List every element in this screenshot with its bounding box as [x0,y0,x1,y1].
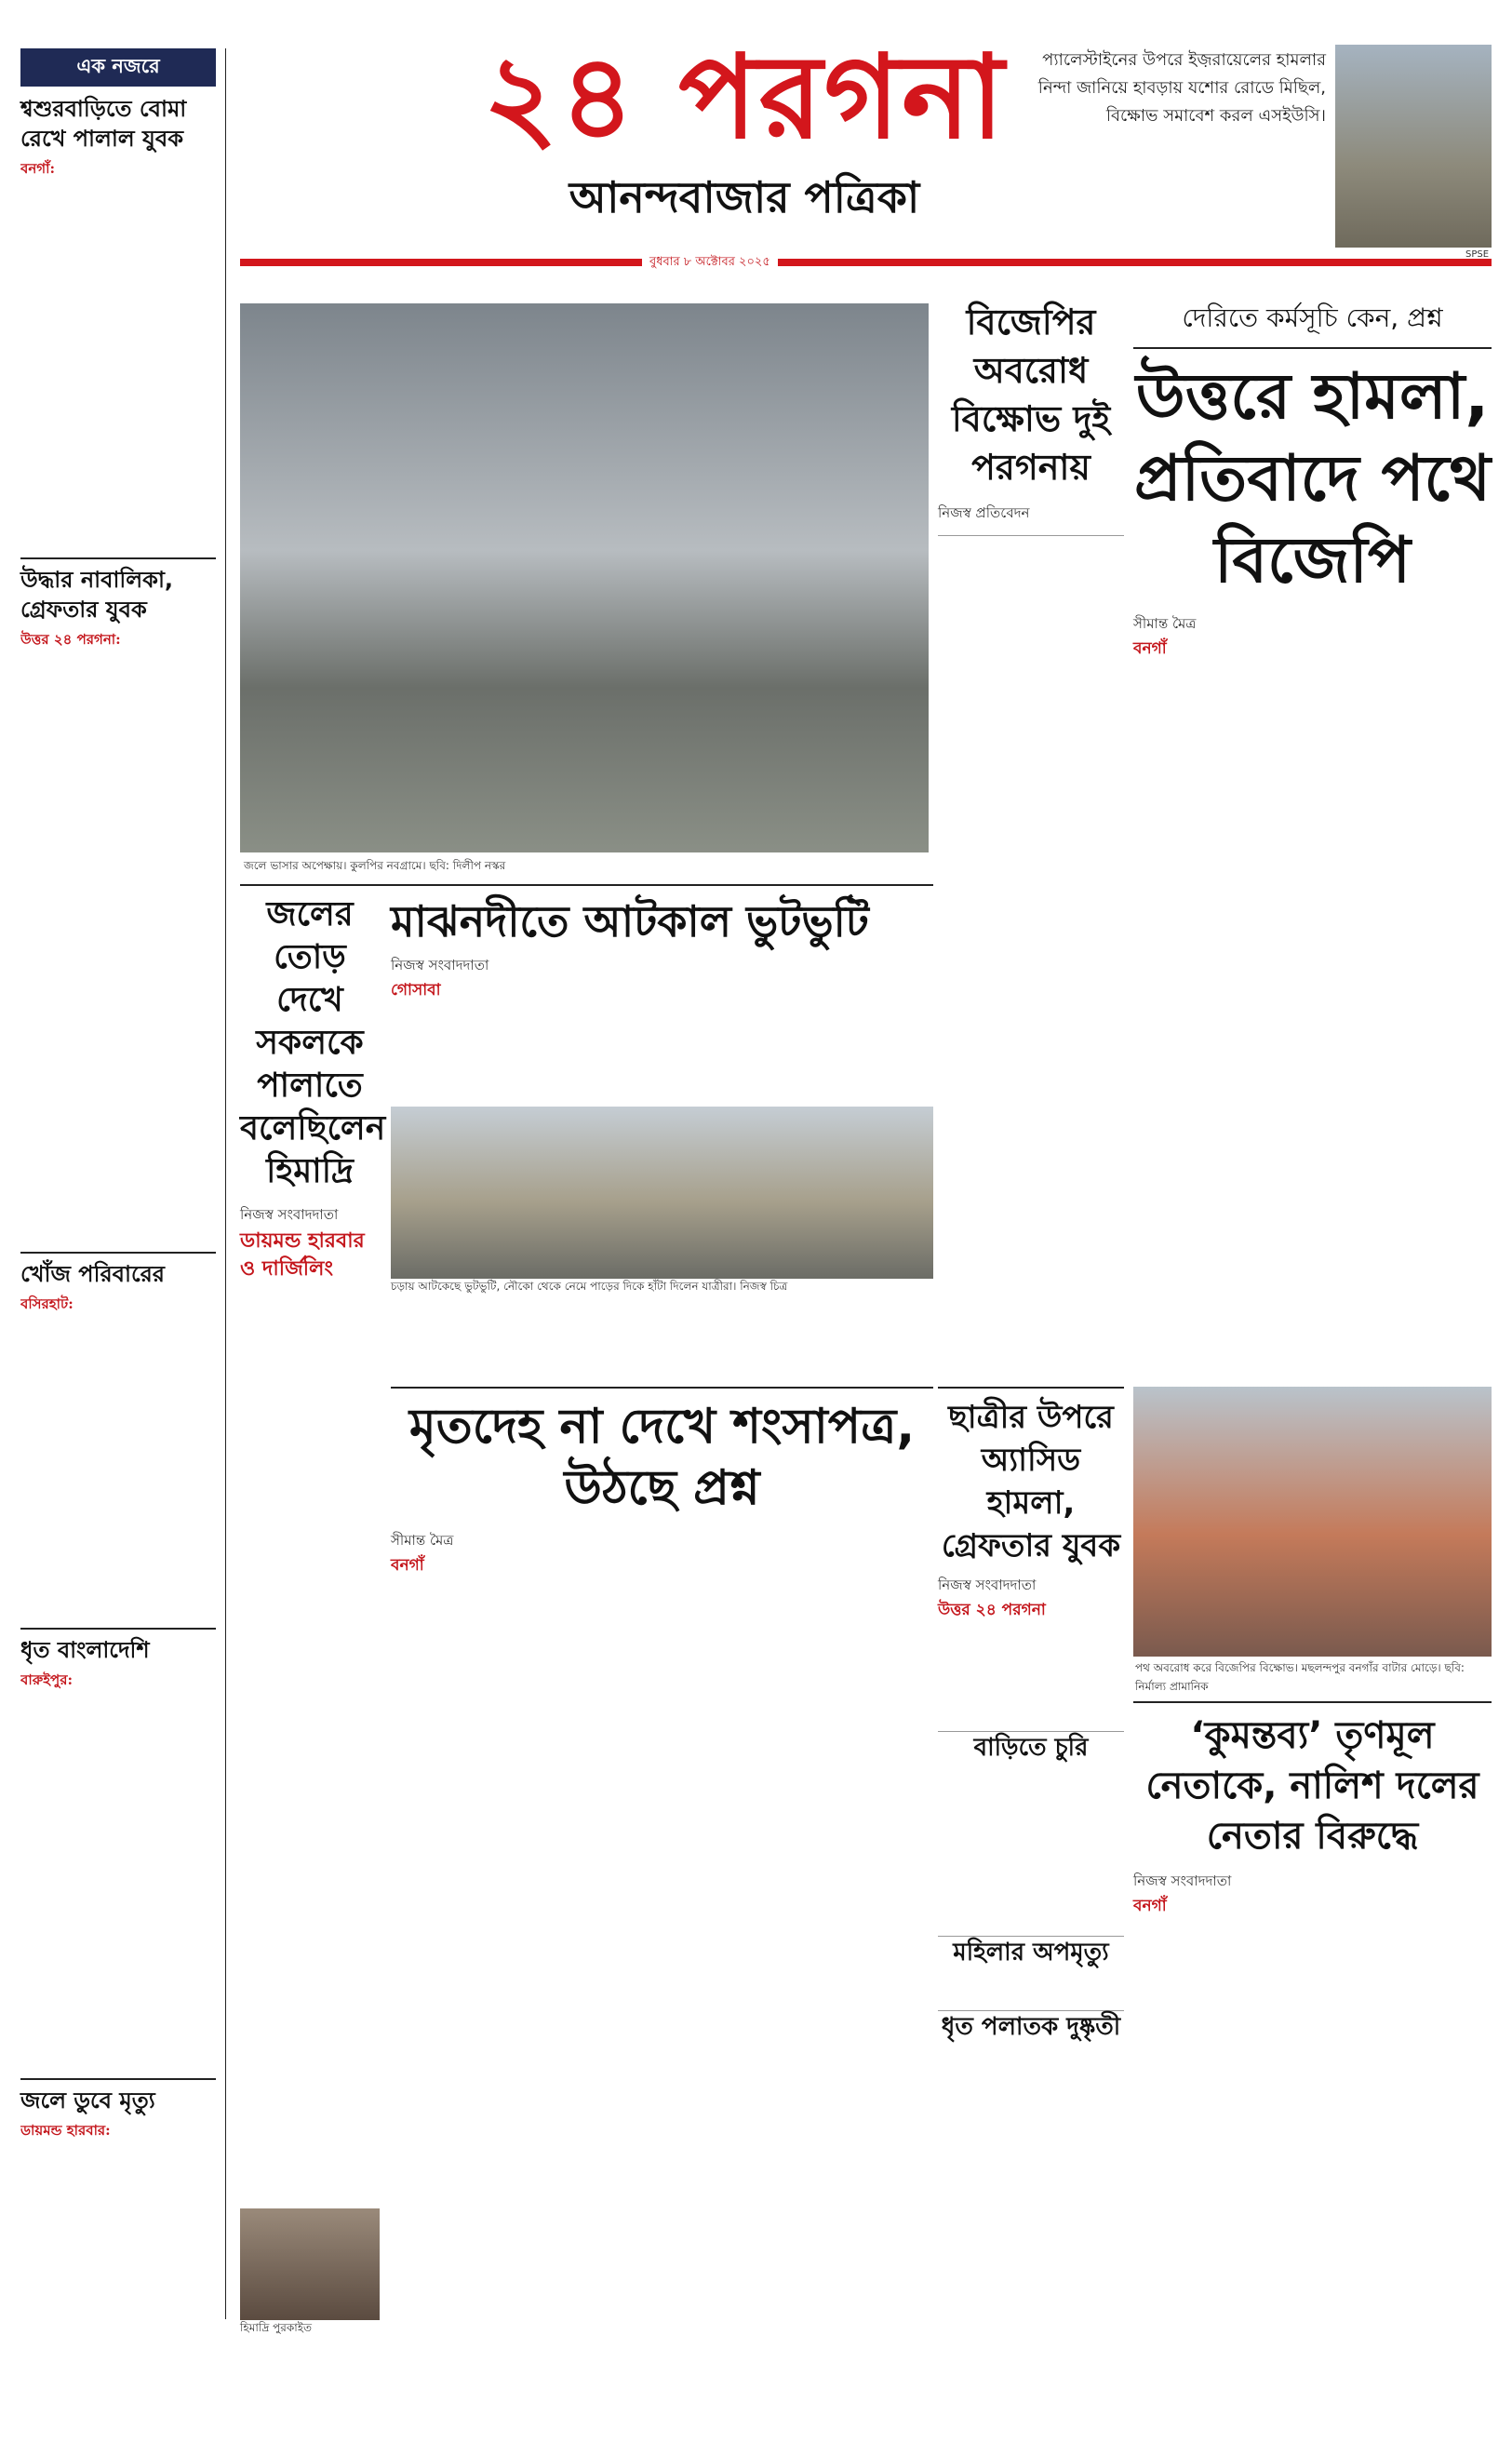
section-rule [391,1387,933,1389]
divider [20,557,216,559]
divider [20,2078,216,2080]
story-body [938,535,1124,1336]
item-headline: খোঁজ পরিবারের [20,1261,166,1287]
item-place: ডায়মন্ড হারবার: [20,2122,111,2139]
story-headline: বাড়িতে চুরি [938,1731,1124,1764]
story-byline: সীমান্ত মৈত্র [391,1532,454,1549]
story-headline: ছাত্রীর উপরে অ্যাসিড হামলা, গ্রেফতার যুবক [941,1399,1121,1564]
story-acid [938,1396,1124,1750]
main-photo-caption: জলে ভাসার অপেক্ষায়। কুলপির নবগ্রামে। ছবি: দিলীপ নস্কর [244,859,506,872]
story-place: বনগাঁ [1133,639,1167,658]
rally-photo-caption: পথ অবরোধ করে বিজেপির বিক্ষোভ। মছলন্দপুর বনগাঁর বাটার মোড়ে। ছবি: নির্মাল্য প্রামানিক [1135,1661,1465,1693]
masthead-title: ২৪ পরগনা [483,31,1006,165]
story-thief [938,2010,1124,2043]
list-item [20,159,216,550]
story-body [938,1630,1124,1797]
item-place: উত্তর ২৪ পরগনা: [20,631,121,648]
story-headline: বিজেপির অবরোধ বিক্ষোভ দুই পরগনায় [951,302,1111,488]
story-byline: নিজস্ব সংবাদদাতা [938,1577,1037,1593]
story-place: গোসাবা [391,981,441,1000]
story-headline: জলের তোড় দেখে সকলকে পালাতে বলেছিলেন হিমাদ্রি [240,895,386,1190]
divider [20,1252,216,1254]
story-place: ডায়মন্ড হারবার ও দার্জিলিং [240,1229,365,1281]
story-kicker: দেরিতে কর্মসূচি কেন, প্রশ্ন [1133,298,1492,349]
list-item [20,1295,216,1620]
story-headline: মহিলার অপমৃত্যু [938,1936,1124,1968]
story-body [240,1291,380,2203]
story-byline: নিজস্ব সংবাদদাতা [391,957,489,973]
item-place: বনগাঁ: [20,160,56,177]
story-north-attack [1133,298,1492,1377]
column-rule [225,48,226,2319]
story-theft [938,1731,1124,1764]
list-item [20,630,216,1244]
left-column-header: এক নজরে [20,48,216,87]
section-rule [240,884,933,886]
story-byline: সীমান্ত মৈত্র [1133,615,1197,632]
item-headline: জলে ডুবে মৃত্যু [20,2087,155,2114]
story-place: বনগাঁ [1133,1897,1167,1915]
list-item [20,2121,216,2456]
divider [20,1628,216,1630]
himadri-photo-caption: হিমাদ্রি পুরকাইত [240,2321,312,2334]
masthead-subtitle: আনন্দবাজার পত্রিকা [569,172,920,222]
story-place: উত্তর ২৪ পরগনা [938,1601,1046,1619]
matla-photo-caption: চড়ায় আটকেছে ভুটভুটি, নৌকো থেকে নেমে পাড়ের দিকে হাঁটা দিলেন যাত্রীরা। নিজস্ব চিত্র [391,1280,788,1293]
teaser-photo [1335,45,1492,248]
left-column [20,48,216,2319]
story-byline: নিজস্ব সংবাদদাতা [1133,1872,1232,1889]
section-rule [938,1387,1124,1389]
story-body [1133,1927,1492,2300]
story-headline: ধৃত পলাতক দুষ্কৃতী [938,2010,1124,2043]
story-body [1133,670,1492,1266]
story-himadri [240,893,386,2334]
item-headline: শ্বশুরবাড়িতে বোমা রেখে পালাল যুবক [20,96,187,152]
story-bjp-obstruct [938,298,1124,1377]
story-headline: মৃতদেহ না দেখে শংসাপত্র, উঠছে প্রশ্ন [408,1399,916,1516]
rally-photo [1133,1387,1492,1657]
item-place: বারুইপুর: [20,1671,73,1688]
item-headline: উদ্ধার নাবালিকা, গ্রেফতার যুবক [20,567,174,623]
date-bar [240,259,1492,266]
story-matla [391,893,933,1377]
story-headline: মাঝনদীতে আটকাল ভুটভুটি [391,896,869,946]
story-tmc [1133,1711,1492,2315]
story-byline: নিজস্ব সংবাদদাতা [240,1206,339,1223]
date-label: বুধবার ৮ অক্টোবর ২০২৫ [642,253,778,273]
story-death-cert [391,1396,933,2317]
teaser-photo-credit: SPSE [1465,249,1490,260]
list-item [20,1671,216,2071]
item-headline: ধৃত বাংলাদেশি [20,1637,150,1663]
himadri-photo [240,2208,380,2320]
top-teaser [1028,47,1326,247]
story-headline: উত্তরে হামলা, প্রতিবাদে পথে বিজেপি [1133,360,1492,597]
teaser-text: প্যালেস্টাইনের উপরে ইজ়রায়েলের হামলার নিন্দা জানিয়ে হাবড়ায় যশোর রোডে মিছিল, বিক্ষোভ সমাবেশ করল এসইউসি। [1037,50,1326,126]
section-rule [1133,1701,1492,1703]
item-place: বসিরহাট: [20,1295,74,1312]
story-woman-death [938,1936,1124,1968]
story-place: বনগাঁ [391,1556,424,1575]
story-byline: নিজস্ব প্রতিবেদন [938,504,1030,521]
story-body [391,1587,933,2275]
main-photo [240,303,929,852]
story-headline: ‘কুমন্তব্য’ তৃণমূল নেতাকে, নালিশ দলের নেতার বিরুদ্ধে [1145,1714,1479,1858]
matla-photo [391,1107,933,1279]
